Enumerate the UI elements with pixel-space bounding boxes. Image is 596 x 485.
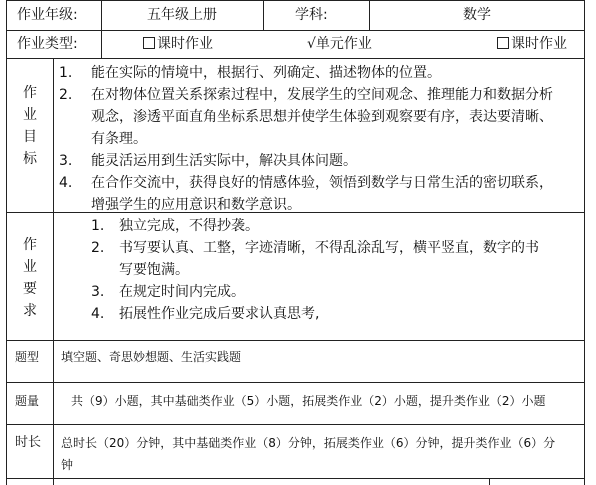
requirements-label: 作 业 要 求 xyxy=(23,237,37,319)
list-item: 3. 能灵活运用到生活实际中，解决具体问题。 xyxy=(59,153,357,169)
question-types-value: 填空题、奇思妙想题、生活实践题 xyxy=(61,350,242,364)
goals-list xyxy=(59,62,579,216)
question-types-label: 题型 xyxy=(15,350,40,364)
assignment-table xyxy=(6,0,585,485)
list-item: 1. 能在实际的情境中，根据行、列确定、描述物体的位置。 xyxy=(59,65,441,81)
list-item: 4. 拓展性作业完成后要求认真思考, xyxy=(91,306,320,322)
list-item: 3. 在规定时间内完成。 xyxy=(91,284,245,300)
list-item: 1. 独立完成，不得抄袭。 xyxy=(91,218,259,234)
row-divider xyxy=(7,424,584,425)
requirements-list xyxy=(91,215,579,325)
checkbox-empty-icon xyxy=(497,37,509,49)
option-unit-homework[interactable]: √单元作业 xyxy=(307,36,372,52)
option-lesson-homework[interactable]: 课时作业 xyxy=(143,34,213,54)
list-item: 4. 在合作交流中，获得良好的情感体验，领悟到数学与日常生活的密切联系， 增强学生的应用意识和数学意识。 xyxy=(59,175,553,213)
subject-label: 学科: xyxy=(295,7,328,23)
list-item: 2. 在对物体位置关系探索过程中，发展学生的空间观念、推理能力和数据分析 观念，渗透平面直角坐标系思想并使学生体验到观察要有序，表达要清晰、 有条理。 xyxy=(59,87,553,147)
col-divider xyxy=(101,30,102,58)
row-divider xyxy=(7,30,584,31)
goals-label: 作 业 目 标 xyxy=(23,85,37,167)
question-count-value: 共（9）小题，其中基础类作业（5）小题，拓展类作业（2）小题，提升类作业（2）小题 xyxy=(71,394,546,408)
col-divider xyxy=(369,0,370,30)
duration-label: 时长 xyxy=(15,435,42,450)
checkbox-empty-icon xyxy=(143,37,155,49)
question-count-label: 题量 xyxy=(15,394,40,408)
row-divider xyxy=(7,58,584,59)
subject-value: 数学 xyxy=(463,7,491,23)
type-label: 作业类型: xyxy=(17,36,78,52)
row-divider xyxy=(7,382,584,383)
list-item: 2. 书写要认真、工整，字迹清晰，不得乱涂乱写，横平竖直，数字的书 写要饱满。 xyxy=(91,240,539,278)
option-lesson-homework-2[interactable]: 课时作业 xyxy=(497,34,567,54)
col-divider xyxy=(489,478,490,485)
grade-label: 作业年级: xyxy=(17,7,78,23)
row-divider xyxy=(7,478,584,479)
duration-value-line1: 总时长（20）分钟，其中基础类作业（8）分钟，拓展类作业（6）分钟，提升类作业（6）分 xyxy=(61,436,556,450)
row-divider xyxy=(7,0,584,1)
grade-value: 五年级上册 xyxy=(147,7,217,23)
duration-value-line2: 钟 xyxy=(61,458,74,472)
col-divider xyxy=(53,478,54,485)
col-divider xyxy=(101,0,102,30)
col-divider xyxy=(53,58,54,478)
checkmark-icon: √ xyxy=(307,36,316,52)
row-divider xyxy=(7,340,584,341)
col-divider xyxy=(263,0,264,30)
